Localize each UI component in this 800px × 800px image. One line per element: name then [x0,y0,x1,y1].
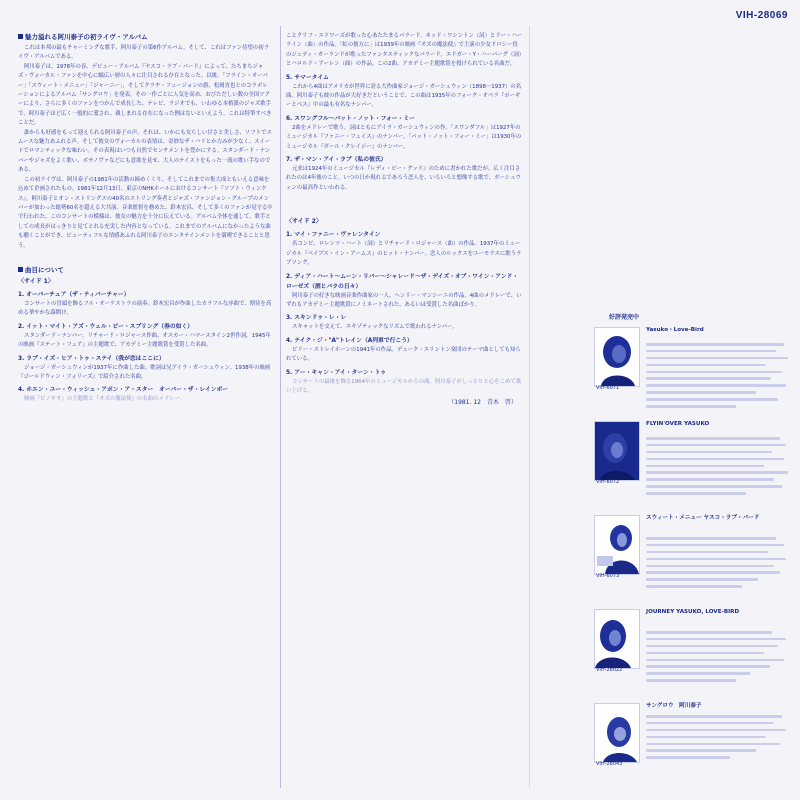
track-body: 元来は1924年のミュージカル『レディ・ビー・グッド』のために書かれた歌だが、広く注目されたのは4年後のこと。いつの日か現れるであろう恋人を、いろいろと想像する歌で、ガーシュウィンの最高作といわれる。 [286,166,521,191]
track-body: 名コンビ、ロレンツ・ハート（詞）とリチャード・ロジャース（曲）の作品。1937年のミュージカル『ベイブス・イン・アームス』のヒット・ナンバー。恋人のルックスをユーモラスに歌うラブソング。 [286,241,522,267]
track-list-lines [646,537,796,592]
track-body: 映画『ピノキオ』の主題歌と『オズの魔法使』の名曲のメドレー。 [24,396,186,403]
portrait-icon [595,610,639,668]
track-title: 5. サマータイム [286,74,329,81]
album-cover [594,703,640,763]
album-title: JOURNEY YASUKO, LOVE-BIRD [646,609,740,615]
track-title: 5. アー・キャン・アイ・ターン・トゥ [286,369,387,376]
track-list-lines [646,631,796,686]
liner-notes-column-2 [286,32,523,408]
track-title: 6. スワングフル〜バット・ノット・フォー・ミー [286,115,415,122]
track-body: 2曲をメドレーで歌う。詞はともにアイラ・ガーシュウィンの作。「スワンダフル」は1927年のミュージカル『ファニー・フェイス』のナンバー。「バット・ノット・フォー・ミー」は1930年のミュージカル『ガール・クレイジー』のナンバー。 [286,124,522,150]
square-bullet-icon [18,267,23,272]
track-body: スタンダード・ナンバー。リチャード・ロジャース作曲、オスカー・ハマースタイン2世作詞。1945年の映画『ステート・フェア』の主題歌で、アカデミー主題歌賞を受賞した名曲。 [18,332,271,349]
album-cover [594,327,640,387]
track-body: ビリー・ストレイホーンの1941年の作品。デューク・エリントン楽団のテーマ曲としても知られている。 [286,346,521,363]
intro-paragraph: これは本邦の最もチャーミングな歌手、阿川泰子の第6作アルバム。そして、これはファン待望の初ライヴ・アルバムである。 [18,45,270,61]
album-cover [594,515,640,575]
track-list-lines [646,715,796,763]
square-bullet-icon [18,34,23,39]
album-catalog-number: VIH-6072 [596,479,620,485]
album-title: サングロウ 阿川泰子 [646,703,702,709]
column-divider [280,26,281,788]
column-divider-right [529,26,530,788]
track-body: これから4曲はアメリカが世界に誇る大作曲家ジョージ・ガーシュウィン（1898〜1937）の名曲。阿川泰子も彼の作品が大好きだということで、この曲は1935年のフォーク・オペラ『ポーギーとベス』中の最も有名なナンバー。 [286,83,522,109]
promo-title: 好評発売中 [608,314,639,321]
discography-promo [594,312,794,783]
album-title: スウィート・メニュー ヤスコ・ラブ・バード [646,515,760,521]
album-entry [594,327,794,421]
album-title: Yasuko・Love-Bird [646,327,704,333]
album-entry [594,609,794,703]
portrait-icon [595,328,639,386]
album-entry [594,421,794,515]
col2-intro: ことクリフ・エドワーズが歌った心あたたまるバラード。ネッド・ワシントン（詞）とリー・ハーライン（曲）の作品。「虹の彼方に」は1939年の映画『オズの魔法使』で主演の少女ドロシー役のジュディ・ガーランドが歌ったファンタスティックなバラード。エドガー・Y・ハーバーグ（詞）とハロルド・アーレン（曲）の作品。この2曲、アカデミー主題歌賞を授けられている名曲だ。 [286,33,523,68]
intro-paragraph: 誰からも好感をもって迎えられる阿川泰子の声。それは、いかにも女らしい甘さと美しさ、ソフトでスムースな魅力あふれる声。そして彼女のヴォーカルの表情は、奇妙なザ・ハリとか力みが少なく、スイートでロマンティックな味わい。その表現はいつも自然でセンチメントを豊かにする。スタンダード・ナンバーやジャズをよく歌い、ボサノヴァなどにも意欲を見せ、大人のテイストをもった一流の歌い手なのである。 [18,129,272,174]
track-body: ジョージ・ガーシュウィンが1937年に作曲した曲。歌詞は兄アイラ・ガーシュウィン。1938年の映画『ゴールドウィン・フォリーズ』で紹介された名曲。 [18,364,271,380]
track-title: 2. イット・マイト・アズ・ウェル・ビー・スプリング（春の如く） [18,323,194,330]
track-body: 阿川泰子の好きな映画音楽作曲家の一人、ヘンリー・マンシーニの作品。4曲のメドレーで、いずれもアカデミー主題歌賞にノミネートされた、あるいは受賞した名曲ばかり。 [286,292,522,308]
track-title: 4. テイク・ジ・"A"トレイン（A列車で行こう） [286,337,413,344]
album-cover [594,609,640,669]
track-body: コンサートの最後を飾る1964年のミュージカルからの曲。阿川泰子がしっとりと心をこめて歌い上げる。 [286,378,522,394]
track-title: 4. ホエン・ユー・ウィッシュ・アポン・ア・スター オーバー・ザ・レインボー [18,387,229,394]
portrait-icon [595,422,639,480]
track-title: 1. マイ・ファニー・ヴァレンタイン [286,232,381,239]
album-catalog-number: VIH-28043 [596,761,623,767]
side1-label: 〈サイド 1〉 [18,277,54,285]
album-catalog-number: VIH-28022 [596,667,623,673]
catalog-number: VIH-28069 [735,10,788,21]
track-list-lines [646,343,796,412]
album-entry [594,515,794,609]
album-catalog-number: VIH-6073 [596,573,620,579]
album-catalog-number: VIH-6071 [596,385,620,391]
track-title: 3. スキンドゥ・レ・レ [286,315,347,322]
track-title: 3. ラブ・イズ・ヒア・トゥ・ステイ（我が恋はここに） [18,355,165,362]
intro-paragraph: この初ライヴは、阿川泰子の1981年の活動の締めくくり、そしてこれまでの集大成ともいえる意味を込めて企画されたもの。1981年12月13日、東京のNHKホールにおけるコンサート『ソフト・ウィンクス』。阿川泰子とオン・ストリングスの40名のストリング奏者とジャズ・ファンジョン・グループのメンバーが加わった総勢60名を超える大共演。音楽監督を務めた、鈴木宏昌、そして多くのファンが見守る中で行われた。このコンサートの模様は、彼女の魅力を十分に伝えている。アルバム全体を通して、歌手としての成長がはっきりと見てとれる充実した内容となっている。これまでのアルバムになかったような曲も聴くことができ、ビューティフルな情感あふれる阿川泰子のエンタテインメントを満喫できることと思う。 [18,176,273,249]
album-title: FLYIN'OVER YASUKO [646,421,710,427]
author-signature: （1981. 12 青木 啓） [448,399,517,407]
songs-heading: 曲目について [18,265,273,275]
track-body: スキャットを交えて、エキゾティックなリズムで歌われるナンバー。 [292,324,458,331]
track-title: 2. ディア・ハート〜ムーン・リバー〜シャレード〜ザ・デイズ・オブ・ワイン・アンド・ローゼズ（酒とバラの日々） [286,273,519,290]
liner-notes-column-1 [18,32,273,405]
track-title: 1. オーバーチュア（ザ・ティパーチャー） [18,291,130,298]
track-body: コンサートの冒頭を飾るフル・オーケストラの演奏。鈴木宏昌が作曲したカラフルな序曲で、期待を高める華やかな幕開け。 [18,300,272,317]
intro-heading: 魅力溢れる阿川泰子の初ライヴ・アルバム [18,32,273,42]
side2-label: 〈サイド 2〉 [286,218,322,226]
album-cover [594,421,640,481]
track-list-lines [646,437,796,499]
portrait-icon [595,704,639,762]
portrait-icon [595,516,639,574]
track-title: 7. ザ・マン・アイ・ラブ（私の彼氏） [286,157,387,164]
intro-paragraph: 阿川泰子は、1978年の春、デビュー・アルバム『ヤスコ・ラブ・バード』によって、たちまちジャズ・ヴォーカル・ファンを中心に幅広い層の人々に注目される存在となった。以後、「フライン・オーバー」「スウィート・メニュー」「ジャーニー」、そしてクラチ・フュージョンの旗、松岡直也とのコラボレーションによるアルバム「サングロウ」を発表。その一作ごとに人気を高め、おびただしい数の全国ツアーにより、さらに多くのファンをつかんで成長した。テレビ、ラジオでも、いわゆる本格派のジャズ歌手で、阿川泰子ほど広く一般的に愛され、親しまれる存在になった例はないといえよう。これは特筆すべきことだ。 [18,63,272,127]
album-entry [594,703,794,783]
